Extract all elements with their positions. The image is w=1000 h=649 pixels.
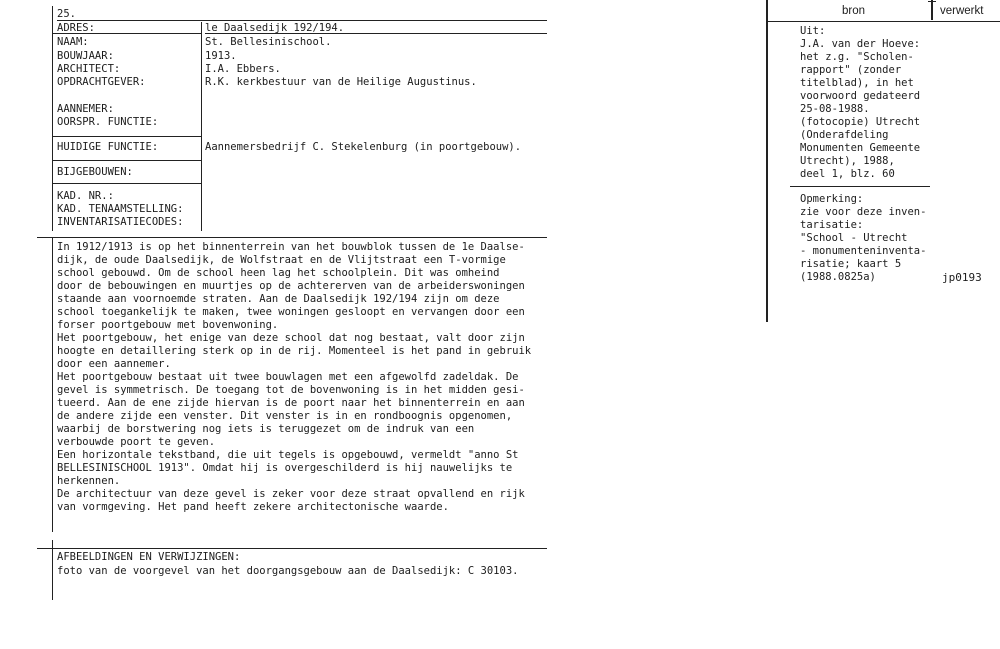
column-divider	[201, 22, 202, 231]
label-kad-nr: KAD. NR.:	[57, 190, 114, 202]
value-opdrachtgever: R.K. kerkbestuur van de Heilige Augustinus.	[205, 76, 477, 88]
label-aannemer: AANNEMER:	[57, 103, 114, 115]
label-separator	[52, 183, 202, 184]
sidebar-line: rapport" (zonder	[800, 64, 902, 76]
sidebar-line: het z.g. "Scholen-	[800, 51, 914, 63]
references-top-rule	[37, 548, 547, 549]
form-number: 25.	[57, 8, 76, 20]
references-text: foto van de voorgevel van het doorgangsgebouw aan de Daalsedijk: C 30103.	[57, 565, 519, 577]
label-bouwjaar: BOUWJAAR:	[57, 50, 114, 62]
top-rule	[57, 20, 547, 21]
source-citation	[800, 25, 930, 181]
sidebar-line: tarisatie:	[800, 219, 864, 231]
description-line: school gebouwd. Om de school heen lag het schoolplein. Dit was omheind	[57, 267, 500, 279]
sidebar-left-rule	[766, 0, 768, 322]
label-naam: NAAM:	[57, 36, 89, 48]
description-line: gevel is symmetrisch. De toegang tot de bovenwoning is in het midden gesi-	[57, 384, 525, 396]
sidebar-top-tick	[928, 1, 936, 2]
description-line: door de bebouwingen en muurtjes op de achtererven van de arbeiderswoningen	[57, 280, 525, 292]
description-line: De architectuur van deze gevel is zeker voor deze straat opvallend en rijk	[57, 488, 525, 500]
label-oorspr-functie: OORSPR. FUNCTIE:	[57, 116, 159, 128]
description-line: BELLESINISCHOOL 1913". Omdat hij is overgeschilderd is hij nauwelijks te	[57, 462, 513, 474]
description-margin-rule	[52, 237, 53, 532]
label-opdrachtgever: OPDRACHTGEVER:	[57, 76, 146, 88]
description-line: forser poortgebouw met bovenwoning.	[57, 319, 279, 331]
label-separator	[52, 136, 202, 137]
processed-stamp: jp0193	[942, 271, 982, 284]
label-separator	[52, 160, 202, 161]
sidebar-line: - monumenteninventa-	[800, 245, 927, 257]
sidebar-section-rule	[790, 186, 930, 187]
sidebar-line: (fotocopie) Utrecht	[800, 116, 921, 128]
description-line: tueerd. Aan de ene zijde hiervan is de poort naar het binnenterrein en aan	[57, 397, 525, 409]
description-line: staande aan voornoemde straten. Aan de Daalsedijk 192/194 zijn om deze	[57, 293, 500, 305]
sidebar-line: deel 1, blz. 60	[800, 168, 895, 180]
sidebar-line: Monumenten Gemeente	[800, 142, 921, 154]
source-remark	[800, 193, 930, 284]
label-inventarisatiecodes: INVENTARISATIECODES:	[57, 216, 184, 228]
label-adres: ADRES:	[57, 22, 95, 34]
value-naam: St. Bellesinischool.	[205, 36, 332, 48]
sidebar-line: Opmerking:	[800, 193, 864, 205]
sidebar-line: risatie; kaart 5	[800, 258, 902, 270]
label-bijgebouwen: BIJGEBOUWEN:	[57, 166, 133, 178]
references-margin-rule	[52, 540, 53, 600]
sidebar-line: Uit:	[800, 25, 826, 37]
value-adres: le Daalsedijk 192/194.	[205, 22, 345, 34]
description-paragraph	[57, 332, 547, 371]
verwerkt-header: verwerkt	[940, 5, 984, 17]
description-paragraph	[57, 488, 547, 514]
sidebar-line: titelblad), in het	[800, 77, 914, 89]
bron-header: bron	[842, 5, 866, 17]
value-huidige-functie: Aannemersbedrijf C. Stekelenburg (in poortgebouw).	[205, 141, 522, 153]
description-line: van vormgeving. Het pand heeft zekere architectonische waarde.	[57, 501, 449, 513]
sidebar-line: Utrecht), 1988,	[800, 155, 895, 167]
description-line: Het poortgebouw bestaat uit twee bouwlagen met een afgewolfd zadeldak. De	[57, 371, 519, 383]
label-architect: ARCHITECT:	[57, 63, 121, 75]
sidebar-line: "School - Utrecht	[800, 232, 908, 244]
left-margin-rule	[52, 6, 53, 231]
sidebar-line: 25-08-1988.	[800, 103, 870, 115]
sidebar-line: (1988.0825a)	[800, 271, 876, 283]
description-line: herkennen.	[57, 475, 121, 487]
description-line: school toegankelijk te maken, twee woningen gesloopt en vervangen door een	[57, 306, 525, 318]
label-kad-tenaamstelling: KAD. TENAAMSTELLING:	[57, 203, 184, 215]
description-line: hoogte en detaillering sterk op in de rij. Momenteel is het pand in gebruik	[57, 345, 532, 357]
sidebar-line: (Onderafdeling	[800, 129, 889, 141]
sidebar-line: zie voor deze inven-	[800, 206, 927, 218]
value-architect: I.A. Ebbers.	[205, 63, 281, 75]
description-line: de andere zijde een venster. Dit venster is in en rondboognis opgenomen,	[57, 410, 513, 422]
description-paragraph	[57, 371, 547, 449]
description-text	[57, 241, 547, 514]
description-top-rule	[37, 237, 547, 238]
sidebar-divider-rule	[931, 0, 933, 20]
description-line: Een horizontale tekstband, die uit tegels is opgebouwd, vermeldt "anno St	[57, 449, 519, 461]
sidebar-line: J.A. van der Hoeve:	[800, 38, 921, 50]
description-line: door een aannemer.	[57, 358, 171, 370]
description-line: verbouwde poort te geven.	[57, 436, 216, 448]
description-line: dijk, de oude Daalsedijk, de Wolfstraat en de Vlijtstraat een T-vormige	[57, 254, 506, 266]
description-line: waarbij de borstwering nog iets is teruggezet om de indruk van een	[57, 423, 475, 435]
label-huidige-functie: HUIDIGE FUNCTIE:	[57, 141, 159, 153]
description-paragraph	[57, 241, 547, 332]
sidebar-line: voorwoord gedateerd	[800, 90, 921, 102]
references-label: AFBEELDINGEN EN VERWIJZINGEN:	[57, 551, 241, 563]
sidebar-header-rule	[766, 21, 1000, 22]
description-line: Het poortgebouw, het enige van deze school dat nog bestaat, valt door zijn	[57, 332, 525, 344]
description-line: In 1912/1913 is op het binnenterrein van het bouwblok tussen de 1e Daalse-	[57, 241, 525, 253]
value-bouwjaar: 1913.	[205, 50, 237, 62]
description-paragraph	[57, 449, 547, 488]
